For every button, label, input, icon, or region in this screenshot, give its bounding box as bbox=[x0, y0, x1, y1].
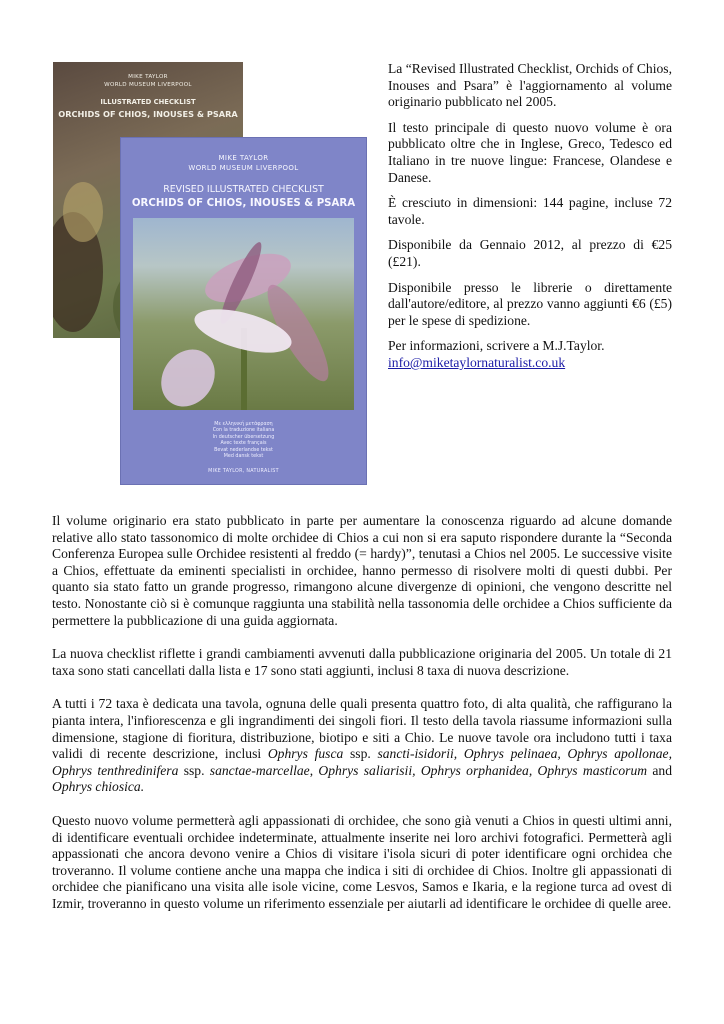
species-name: Ophrys saliarisii, Ophrys orphanidea, Ophrys masticorum bbox=[318, 762, 648, 778]
intro-paragraph: Disponibile presso le librerie o direttamente dall'autore/editore, al prezzo vanno aggiunti €6 (£5) per le spese di spedizione. bbox=[388, 279, 672, 328]
original-cover-author: MIKE TAYLOR bbox=[128, 74, 168, 80]
body-text: , bbox=[309, 762, 319, 778]
body-text: ssp. bbox=[178, 762, 210, 778]
body-text: A tutti i 72 taxa è dedicata una tavola, ognuna delle quali presenta quattro foto, di alta qualità, che raffigurano la pianta intera, l'infiorescenza e gli ingrandimenti dei singoli fiori. Il testo della tavola riassume informazioni sulla dimensione, stagione di fioritura, distribuzione, biotipo e siti a Chio. Le nuove tavole ora includono tutti i taxa validi di recente descrizione, inclusi bbox=[52, 696, 672, 762]
body-text: and bbox=[647, 762, 673, 778]
body-paragraph: La nuova checklist riflette i grandi cambiamenti avvenuti dalla pubblicazione originaria del 2005. Un totale di 21 taxa sono stati cancellati dalla lista e 17 sono stati aggiunti, inclusi 8 taxa di nuova descrizione. bbox=[52, 646, 672, 678]
species-name: Ophrys fusca bbox=[267, 746, 344, 762]
revised-cover-author: MIKE TAYLOR bbox=[218, 154, 269, 162]
cover-language-line: Med dansk tekst bbox=[223, 454, 264, 460]
species-name: sancti-isidorii, Ophrys pelinaea, Ophrys apollonae, Ophrys tenthredinifera bbox=[52, 746, 672, 778]
email-link[interactable]: info@miketaylornaturalist.co.uk bbox=[388, 354, 566, 370]
intro-paragraph: Il testo principale di questo nuovo volume è ora pubblicato oltre che in Inglese, Greco, Tedesco ed Italiano in tre nuove lingue: Francese, Olandese e Danese. bbox=[388, 119, 672, 185]
contact-text: Per informazioni, scrivere a M.J.Taylor. bbox=[388, 338, 605, 354]
intro-paragraph: È cresciuto in dimensioni: 144 pagine, incluse 72 tavole. bbox=[388, 195, 672, 227]
original-cover-title: ORCHIDS OF CHIOS, INOUSES & PSARA bbox=[58, 109, 238, 119]
body-text: ssp. bbox=[343, 746, 378, 762]
intro-paragraph: Disponibile da Gennaio 2012, al prezzo di €25 (£21). bbox=[388, 237, 672, 269]
main-text bbox=[52, 513, 672, 929]
cover-language-list bbox=[121, 422, 366, 460]
intro-paragraph: La “Revised Illustrated Checklist, Orchids of Chios, Inouses and Psara” è l'aggiornamento al volume originario pubblicato nel 2005. bbox=[388, 61, 672, 110]
cover-language-line: Bevat nederlandse tekst bbox=[214, 447, 273, 453]
revised-cover-title: ORCHIDS OF CHIOS, INOUSES & PSARA bbox=[131, 198, 356, 209]
original-cover-subtitle: ILLUSTRATED CHECKLIST bbox=[100, 98, 196, 106]
original-cover-museum: WORLD MUSEUM LIVERPOOL bbox=[104, 82, 192, 88]
intro-column bbox=[388, 61, 672, 381]
body-paragraph: Il volume originario era stato pubblicato in parte per aumentare la conoscenza riguardo ad alcune domande relative allo stato tassonomico di molte orchidee di Chios a cui non si era saputo rispondere durante la “Seconda Conferenza Europea sulle Orchidee resistenti al freddo (= hardy)”, tenutasi a Chios nel 2005. Le successive visite a Chios, effettuate da eminenti specialisti in orchidee, hanno permesso di risolvere molti di questi dubbi. Per quanto sia stato fatto un grande progresso, rimangono alcune divergenze di opinioni, che vengono descritte nel testo. Nonostante ciò si è comunque raggiunta una stabilità nella tassonomia delle orchidee a Chios sufficiente da permettere la pubblicazione di una guida aggiornata. bbox=[52, 513, 672, 628]
cover-language-line: Με ελληνική μετάφραση bbox=[214, 422, 273, 427]
species-name: Ophrys chiosica. bbox=[52, 779, 145, 795]
cover-publisher: MIKE TAYLOR, NATURALIST bbox=[208, 469, 279, 474]
cover-language-line: Con la traduzione italiana bbox=[212, 428, 275, 434]
revised-cover-museum: WORLD MUSEUM LIVERPOOL bbox=[188, 164, 299, 172]
body-paragraph-taxa bbox=[52, 696, 672, 796]
revised-cover-subtitle: REVISED ILLUSTRATED CHECKLIST bbox=[163, 184, 324, 195]
body-paragraph: Questo nuovo volume permetterà agli appassionati di orchidee, che sono già venuti a Chios in questi ultimi anni, di identificare eventuali orchidee indeterminate, attualmente inserite nei loro archivi fotografici. Permetterà agli appassionati che ancora devono venire a Chios di visitare i'isola sicuri di poter identificare ogni orchidea che troveranno. Il volume contiene anche una mappa che indica i siti di orchidee di Chios. Inoltre gli appassionati di orchidee che pianificano una visita alle isole vicine, come Lesvos, Samos e Ikaria, e la regione turca ad ovest di Izmir, troveranno in questo volume un riferimento essenziale per aiutarli ad identificare le orchidee di quelle aree. bbox=[52, 812, 672, 911]
orchid-photo bbox=[133, 218, 354, 410]
cover-language-line: In deutscher übersetzung bbox=[212, 434, 275, 440]
cover-language-line: Avec texte français bbox=[220, 441, 267, 447]
contact-paragraph bbox=[388, 338, 672, 371]
species-name: sanctae-marcellae bbox=[209, 762, 310, 778]
revised-book-cover bbox=[121, 138, 366, 484]
